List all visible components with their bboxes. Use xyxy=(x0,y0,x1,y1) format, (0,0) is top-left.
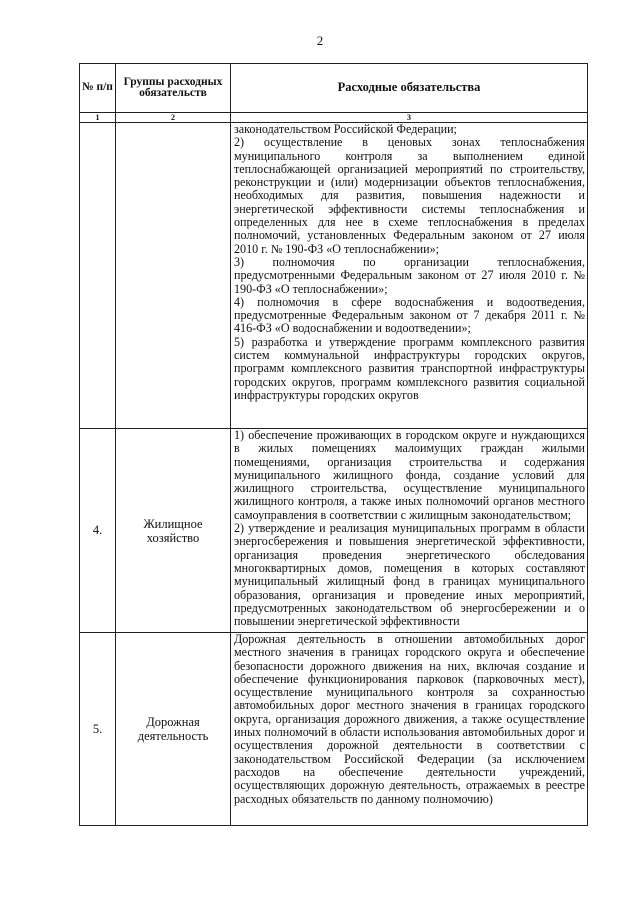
row-number: 4. xyxy=(80,429,116,633)
table-header-row xyxy=(80,64,588,113)
row-obligations xyxy=(231,123,588,429)
column-number-3: 3 xyxy=(231,113,588,123)
obligations-table xyxy=(79,63,588,826)
page-number: 2 xyxy=(316,33,324,48)
header-number: № п/п xyxy=(80,64,116,113)
row-obligations xyxy=(231,429,588,633)
header-obligations: Расходные обязательства xyxy=(231,64,588,113)
obligation-paragraph: 2) осуществление в ценовых зонах теплоснабжения муниципального контроля за выполнением единой теплоснабжающей организацией мероприятий по строительству, реконструкции и (или) модернизации объектов теплоснабжения, необходимых для развития, повышения надежности и энергетической эффективности системы теплоснабжения и определенных для нее в схеме теплоснабжения в пределах полномочий, установленных Федеральным законом от 27 июля 2010 г. № 190-ФЗ «О теплоснабжении»; xyxy=(234,135,585,256)
row-number xyxy=(80,123,116,429)
header-group: Группы расходных обязательств xyxy=(116,64,231,113)
column-number-1: 1 xyxy=(80,113,116,123)
obligation-paragraph: 4) полномочия в сфере водоснабжения и водоотведения, предусмотренные Федеральным законом от 7 декабря 2011 г. № 416-ФЗ «О водоснабжении и водоотведении»; xyxy=(234,294,585,336)
table-row xyxy=(80,429,588,633)
obligation-paragraph: 5) разработка и утверждение программ комплексного развития систем коммунальной инфраструктуры городских округов, программ комплексного развития транспортной инфраструктуры городских округов, программ комплексного развития социальной инфраструктуры городских округов xyxy=(234,334,585,402)
table-row xyxy=(80,633,588,826)
row-group: Жилищное хозяйство xyxy=(116,429,231,633)
table-row xyxy=(80,123,588,429)
obligation-paragraph: 1) обеспечение проживающих в городском округе и нуждающихся в жилых помещениях малоимущих граждан жилыми помещениями, организация строительства и содержания муниципального жилищного фонда, создание условий для жилищного строительства, осуществление муниципального жилищного контроля, а также иных полномочий органов местного самоуправления в соответствии с жилищным законодательством; xyxy=(234,428,585,522)
row-number: 5. xyxy=(80,633,116,826)
obligation-paragraph: 3) полномочия по организации теплоснабжения, предусмотренными Федеральным законом от 27 июля 2010 г. № 190-ФЗ «О теплоснабжении»; xyxy=(234,254,585,296)
row-group: Дорожная деятельность xyxy=(116,633,231,826)
column-number-row xyxy=(80,113,588,123)
obligation-paragraph: Дорожная деятельность в отношении автомобильных дорог местного значения в границах городского округа и обеспечение безопасности дорожного движения на них, включая создание и обеспечение функционирования парковок (парковочных мест), осуществление муниципального контроля за сохранностью автомобильных дорог местного значения в границах городского округа, организация дорожного движения, а также осуществление иных полномочий в области использования автомобильных дорог и осуществления дорожной деятельности в соответствии с законодательством Российской Федерации (за исключением расходов на обеспечение деятельности учреждений, осуществляющих дорожную деятельность, отражаемых в реестре расходных обязательств по данному полномочию) xyxy=(234,632,585,806)
row-group xyxy=(116,123,231,429)
row-obligations xyxy=(231,633,588,826)
obligation-paragraph: законодательством Российской Федерации; xyxy=(234,122,457,136)
obligation-paragraph: 2) утверждение и реализация муниципальных программ в области энергосбережения и повышения энергетической эффективности, организация проведения энергетического обследования многоквартирных домов, помещения в которых составляют муниципальный жилищный фонд в границах муниципального образования, организация и проведение иных мероприятий, предусмотренных законодательством об энергосбережении и о повышении энергетической эффективности xyxy=(234,521,585,629)
column-number-2: 2 xyxy=(116,113,231,123)
